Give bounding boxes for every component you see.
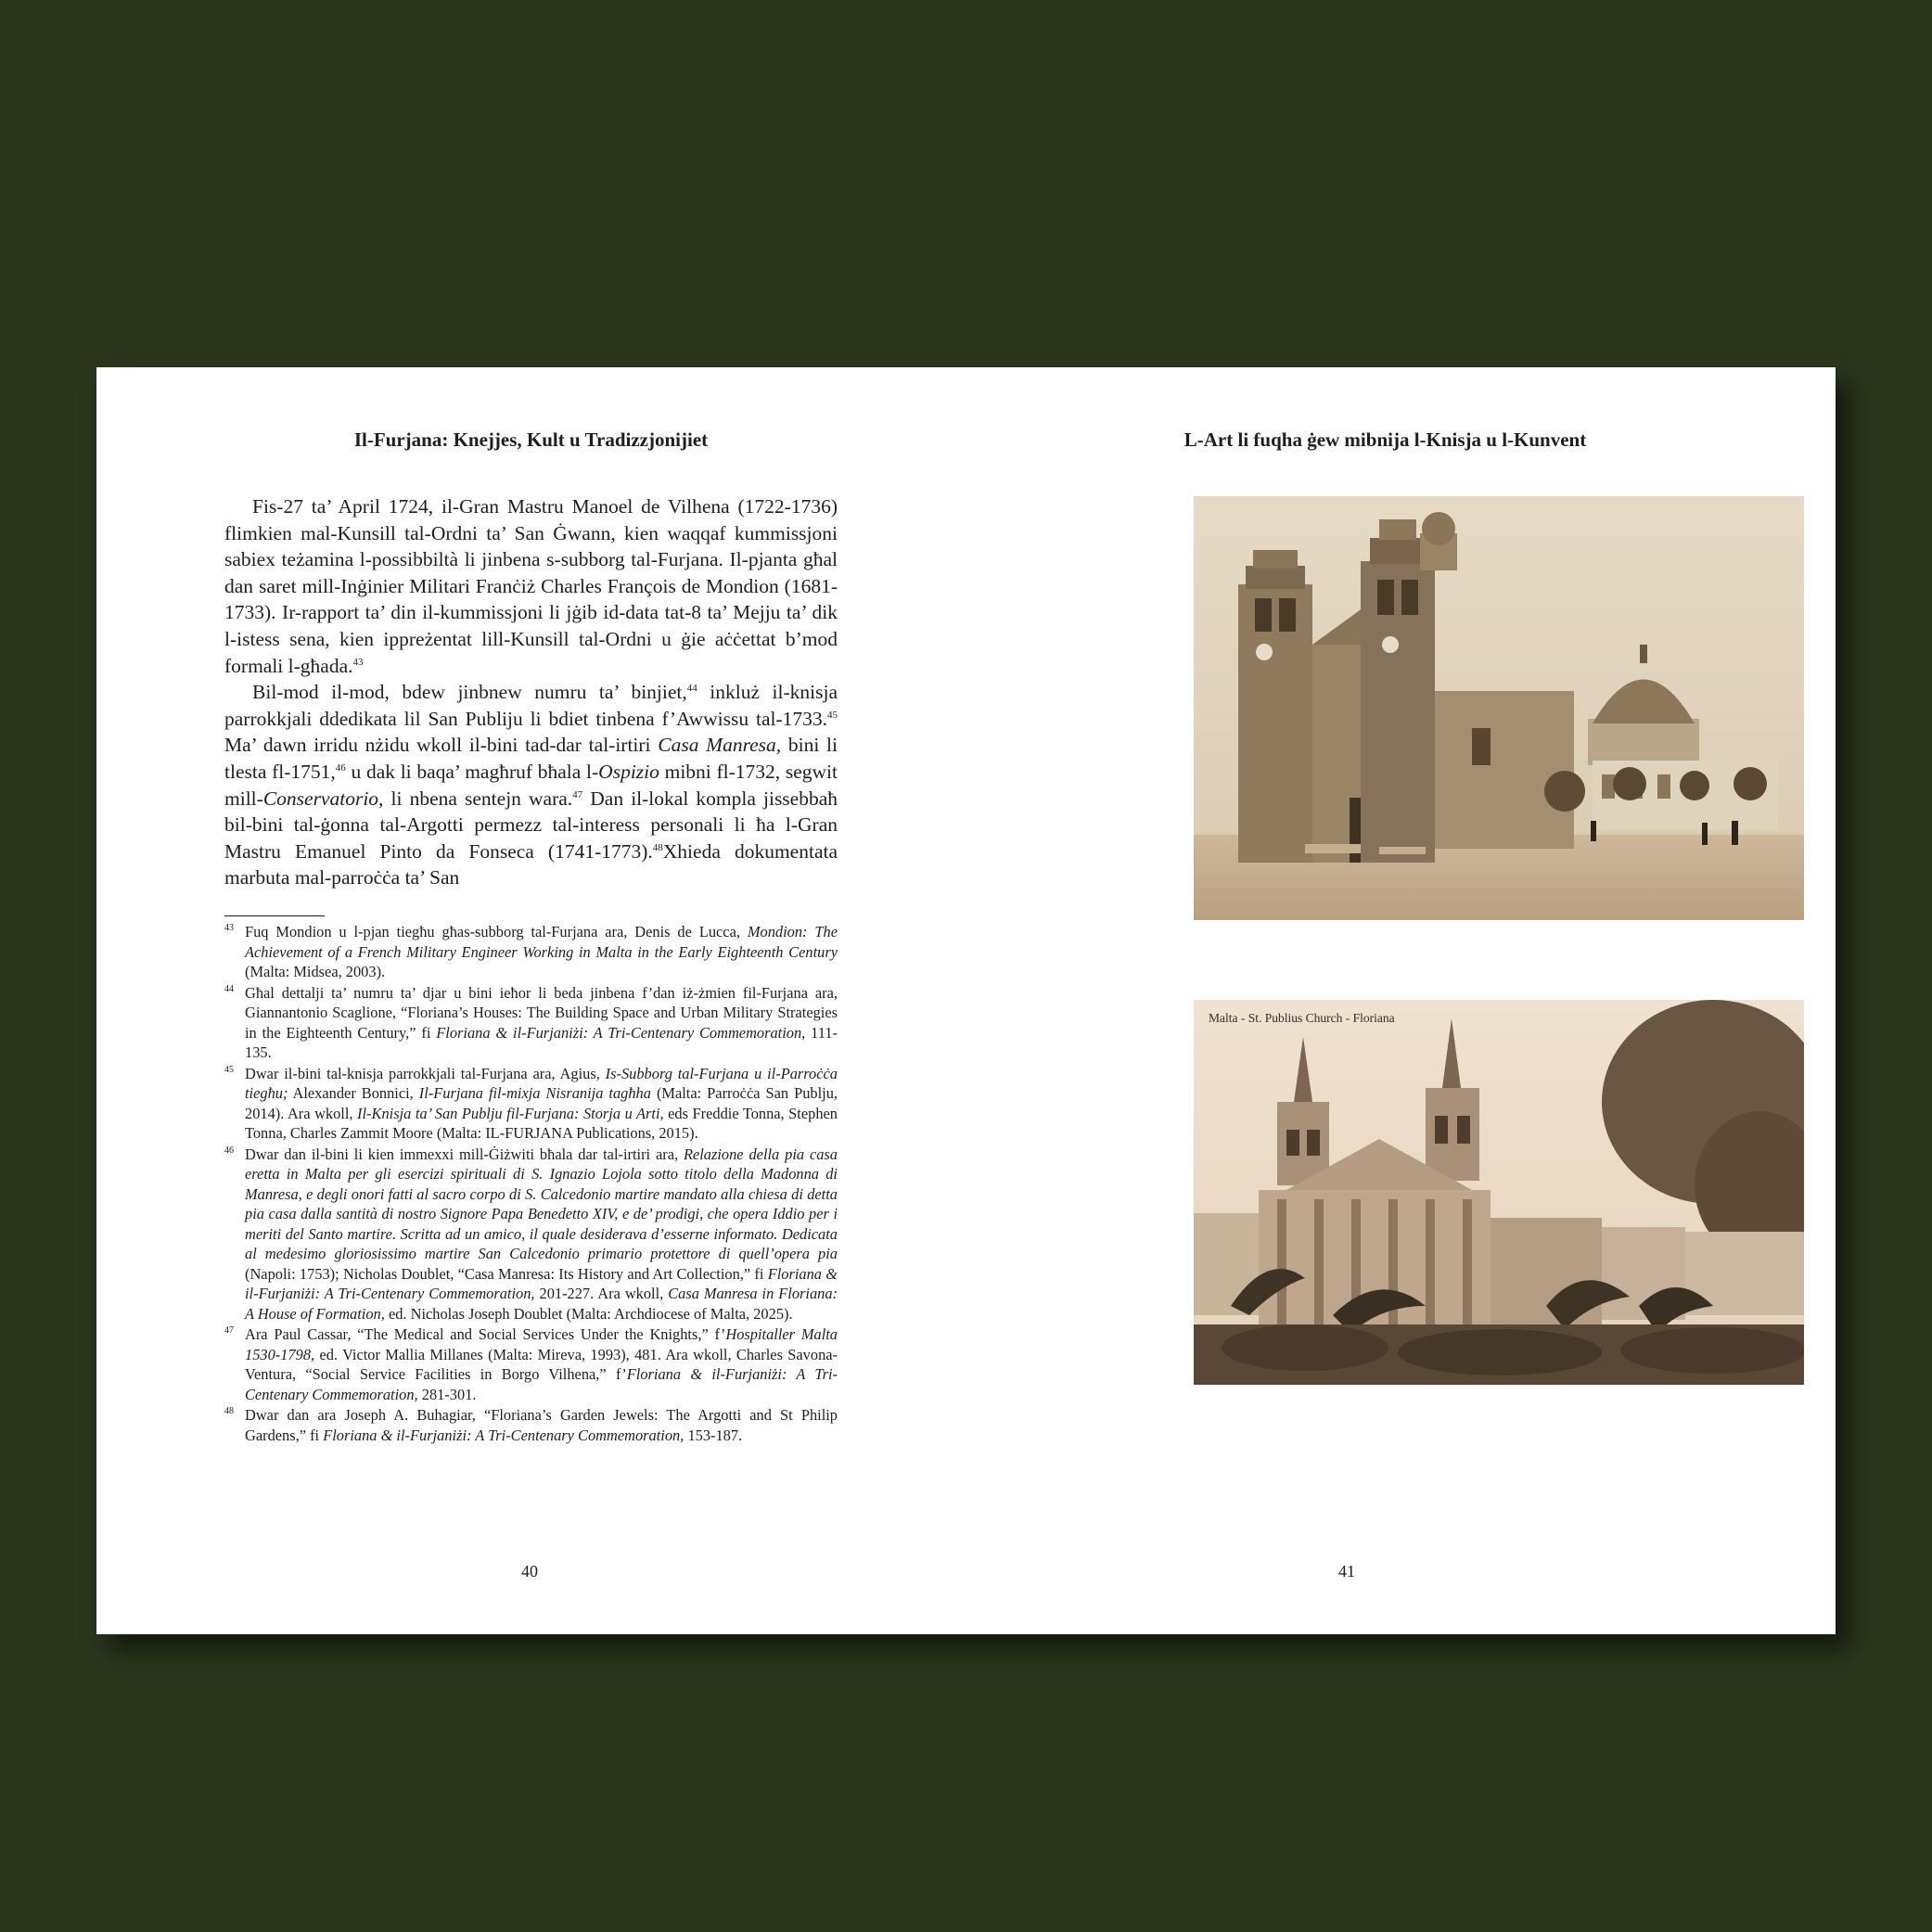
paragraph-2: Bil-mod il-mod, bdew jinbnew numru ta’ binjiet,$^{44}$ inkluż il-knisja parrokkjali ddedikata lil San Publiju li bdiet tinbena f’Awwissu tal-1733.45 Ma’ dawn irridu nżidu wkoll il-bini tad-dar tal-irtiri Casa Manresa, bini li tlesta fl-1751,46 u dak li baqa’ magħruf bħala l-Ospizio mibni fl-1732, segwit mill-Conservatorio, li nbena sentejn wara.$^{47}$ Dan il-lokal kompla jissebbaħ bil-bini tal-ġonna tal-Argotti permezz tal-interess personali li ħa l-Gran Mastru Emanuel Pinto da Fonseca (1741-1773).$^{48}$Xhieda dokumentata marbuta mal-parroċċa ta’ San [224,681,838,889]
page-number-left: 40 [521,1562,538,1580]
footnote-rule [224,915,325,916]
left-page [96,367,966,1634]
paragraph-1: Fis-27 ta’ April 1724, il-Gran Mastru Manoel de Vilhena (1722-1736) flimkien mal-Kunsill tal-Ordni ta’ San Ġwann, kien waqqaf kummissjoni sabiex teżamina l-possibbiltà li jinbena s-subborg tal-Furjana. Il-pjanta għal dan saret mill-Inġinier Militari Franċiż Charles François de Mondion (1681-1733). Ir-rapport ta’ din il-kummissjoni li jġib id-data tat-8 ta’ Mejju ta’ dik l-istess sena, kien ippreżentat lill-Kunsill tal-Ordni u ġie aċċettat b’mod formali l-għada.$^{43}$ [224,495,838,677]
running-head-right: L-Art li fuqha ġew mibnija l-Knisja u l-Kunvent [1184,429,1587,451]
footnote-43: 43 Fuq Mondion u l-pjan tiegħu għas-subborg tal-Furjana ara, Denis de Lucca, Mondion: The Achievement of a French Military Engineer Working in Malta in the Early Eighteenth Century (Malta: Midsea, 2003). [224,923,838,980]
postcard-illustration [1194,1000,1804,1385]
postcard-photograph [1194,1000,1804,1385]
footnote-46: 46 Dwar dan il-bini li kien immexxi mill-Ġiżwiti bħala dar tal-irtiri ara, Relazione della pia casa eretta in Malta per gli esercizi spirituali di S. Ignazio Lojola sotto titolo della Madonna di Manresa, e degli onori fatti al sacro corpo di S. Calcedonio martire mandato alla chiesa di detta pia casa dalla santità di nostro Signore Papa Benedetto XIV, e de’ prodigi, che opera Iddio per i meriti del Santo martire. Scritta ad un amico, il quale desiderava d’esserne informato. Dedicata al medesimo gloriosissimo martire San Calcedonio primario protettore di quell’opera pia (Napoli: 1753); Nicholas Doublet, “Casa Manresa: Its History and Art Collection,” fi Floriana & il-Furjaniżi: A Tri-Centenary Commemoration, 201-227. Ara wkoll, Casa Manresa in Floriana: A House of Formation, ed. Nicholas Joseph Doublet (Malta: Archdiocese of Malta, 2025). [224,1145,838,1323]
church-photograph-illustration [1194,496,1804,920]
postcard-caption: Malta - St. Publius Church - Floriana [1209,1011,1395,1025]
page-number-right: 41 [1338,1562,1355,1580]
footnote-47: 47 Ara Paul Cassar, “The Medical and Social Services Under the Knights,” f’Hospitaller Malta 1530-1798, ed. Victor Mallia Millanes (Malta: Mireva, 1993), 481. Ara wkoll, Charles Savona-Ventura, “Social Service Facilities in Borgo Vilhena,” f’Floriana & il-Furjaniżi: A Tri-Centenary Commemoration, 281-301. [224,1325,838,1403]
running-head-left: Il-Furjana: Knejjes, Kult u Tradizzjonijiet [353,429,709,451]
body-text [224,493,838,891]
footnotes [224,922,838,1446]
book-spread [96,367,1836,1634]
church-photograph [1194,496,1804,920]
footnote-44: 44 Għal dettalji ta’ numru ta’ djar u bini ieħor li beda jinbena f’dan iż-żmien fil-Furjana ara, Giannantonio Scaglione, “Floriana’s Houses: The Building Space and Urban Military Strategies in the Eighteenth Century,” fi Floriana & il-Furjaniżi: A Tri-Centenary Commemoration, 111-135. [224,983,838,1061]
footnote-48: 48 Dwar dan ara Joseph A. Buhagiar, “Floriana’s Garden Jewels: The Argotti and St Philip Gardens,” fi Floriana & il-Furjaniżi: A Tri-Centenary Commemoration, 153-187. [224,1406,838,1444]
right-page [966,367,1836,1634]
footnote-45: 45 Dwar il-bini tal-knisja parrokkjali tal-Furjana ara, Agius, Is-Subborg tal-Furjana u il-Parroċċa tiegħu; Alexander Bonnici, Il-Furjana fil-mixja Nisranija tagħha (Malta: Parroċċa San Publju, 2014). Ara wkoll, Il-Knisja ta’ San Publju fil-Furjana: Storja u Arti, eds Freddie Tonna, Stephen Tonna, Charles Zammit Moore (Malta: IL-FURJANA Publications, 2015). [224,1064,838,1142]
